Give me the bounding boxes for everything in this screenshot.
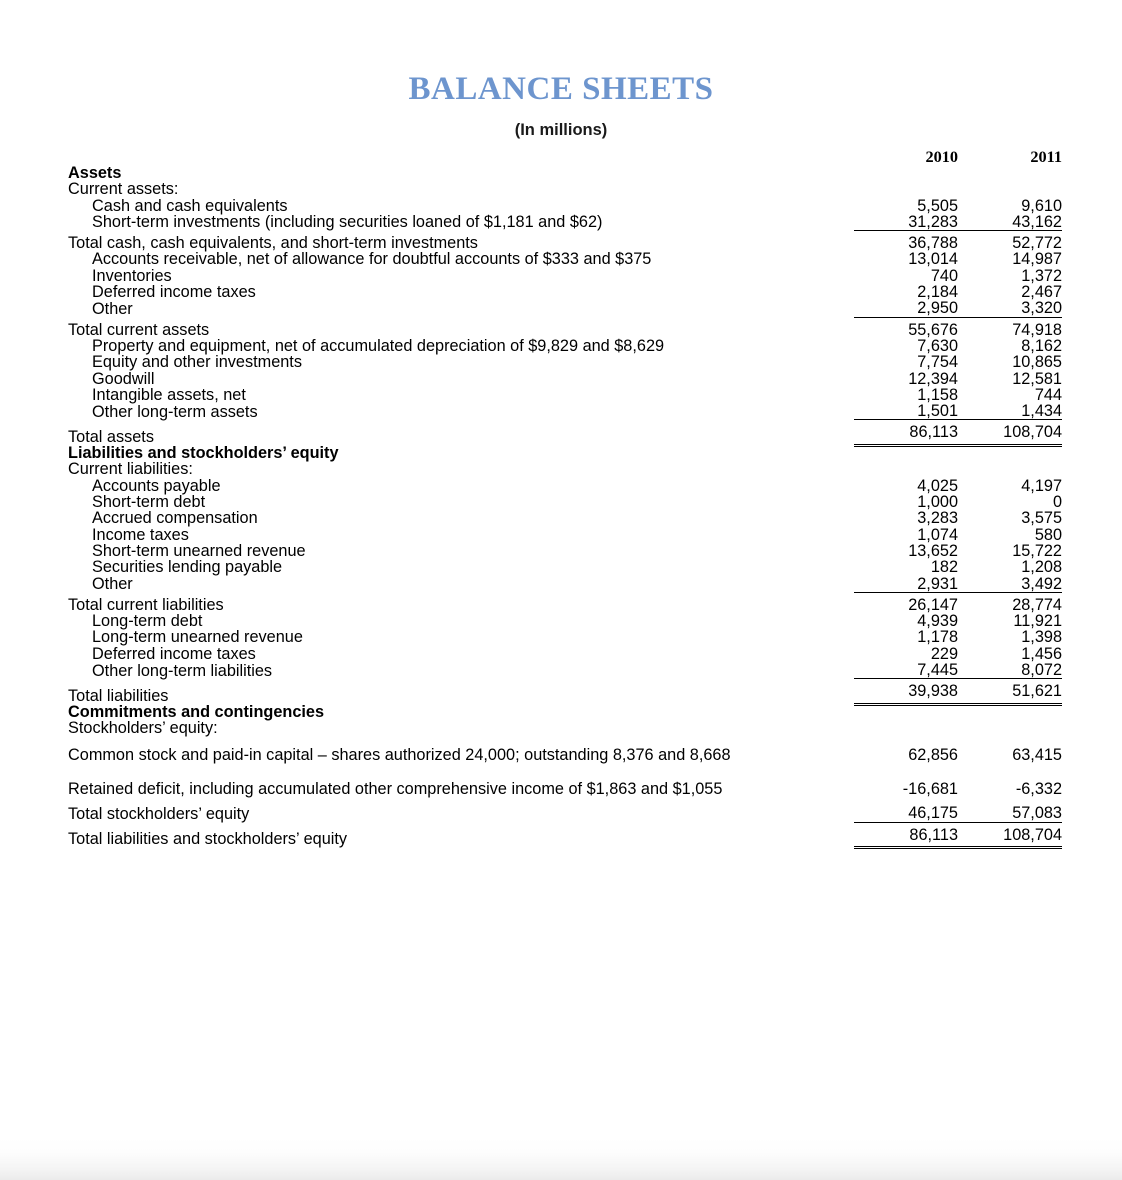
- row-value-2010: 86,113: [854, 822, 958, 847]
- year-header-2010: 2010: [925, 146, 958, 166]
- page-subtitle: (In millions): [514, 120, 608, 139]
- table-row: [62, 704, 1062, 720]
- row-value-2011: 12,581: [1012, 369, 1062, 388]
- table-row: [62, 805, 1062, 822]
- table-row: [62, 543, 1062, 559]
- row-value-2010: 7,445: [917, 661, 958, 680]
- row-value-2011: [958, 165, 1062, 181]
- row-value-2011: 63,415: [1012, 745, 1062, 764]
- table-header-row: [62, 149, 1062, 165]
- row-label: Commitments and contingencies: [68, 703, 325, 722]
- row-value-2011: 1,456: [1021, 644, 1062, 663]
- row-value-2011: 15,722: [1012, 541, 1062, 560]
- row-label: Accrued compensation: [92, 509, 258, 528]
- row-value-2011: 52,772: [958, 231, 1062, 252]
- row-value-2011: 8,072: [1021, 661, 1062, 680]
- table-row: [62, 403, 1062, 420]
- row-value-2010: 7,630: [917, 336, 958, 355]
- row-label: Accounts receivable, net of allowance for doubtful accounts of $333 and $375: [92, 250, 652, 269]
- row-value-2011: 1,398: [1021, 628, 1062, 647]
- row-label: Total cash, cash equivalents, and short-term investments: [68, 234, 478, 253]
- row-value-2010: 2,931: [917, 574, 958, 593]
- row-label: Current liabilities:: [68, 460, 193, 479]
- row-value-2011: 108,704: [958, 420, 1062, 445]
- table-row: [62, 592, 1062, 613]
- row-value-2010: [854, 704, 958, 720]
- row-label: Other long-term assets: [92, 402, 258, 421]
- row-value-2010: 13,652: [908, 541, 958, 560]
- row-value-2010: 1,158: [917, 385, 958, 404]
- table-row: [62, 559, 1062, 575]
- row-value-2010: 31,283: [908, 212, 958, 231]
- row-label: Inventories: [92, 266, 172, 285]
- table-row: [62, 317, 1062, 338]
- row-value-2011: 744: [1034, 385, 1062, 404]
- row-value-2010: [854, 165, 958, 181]
- row-value-2010: 2,184: [917, 283, 958, 302]
- row-value-2011: 4,197: [1021, 476, 1062, 495]
- table-row: [62, 646, 1062, 662]
- row-label: Other: [92, 299, 133, 318]
- page-title: BALANCE SHEETS: [408, 71, 714, 107]
- row-label: Goodwill: [92, 369, 155, 388]
- row-label: Long-term debt: [92, 612, 203, 631]
- row-value-2011: [958, 445, 1062, 461]
- row-label: Short-term unearned revenue: [92, 541, 306, 560]
- row-value-2010: 39,938: [854, 679, 958, 704]
- row-label: Securities lending payable: [92, 558, 283, 577]
- row-value-2010: 5,505: [917, 196, 958, 215]
- table-row: [62, 613, 1062, 629]
- table-row: [62, 354, 1062, 370]
- row-value-2010: 3,283: [917, 509, 958, 528]
- table-row: [62, 720, 1062, 736]
- row-label: Common stock and paid-in capital – shares authorized 24,000; outstanding 8,376 and 8,668: [68, 745, 731, 764]
- row-label: Assets: [68, 163, 122, 182]
- row-label: Cash and cash equivalents: [92, 196, 288, 215]
- table-row: [62, 822, 1062, 847]
- row-label: Short-term investments (including securities loaned of $1,181 and $62): [92, 213, 603, 232]
- row-value-2010: 229: [930, 644, 958, 663]
- row-label: Accounts payable: [92, 476, 221, 495]
- row-value-2010: 26,147: [854, 592, 958, 613]
- row-value-2011: 580: [1034, 525, 1062, 544]
- table-row: [62, 338, 1062, 354]
- row-value-2010: [854, 461, 958, 477]
- table-row: [62, 445, 1062, 461]
- table-row: [62, 198, 1062, 214]
- row-value-2011: [958, 461, 1062, 477]
- row-value-2010: 13,014: [908, 250, 958, 269]
- table-row: [62, 737, 1062, 771]
- row-value-2010: 46,175: [908, 804, 958, 823]
- row-value-2010: [854, 181, 958, 197]
- table-row: [62, 231, 1062, 252]
- row-value-2010: 2,950: [917, 299, 958, 318]
- row-value-2011: 1,372: [1021, 266, 1062, 285]
- row-label: Long-term unearned revenue: [92, 628, 303, 647]
- row-value-2010: 182: [930, 558, 958, 577]
- row-value-2010: 1,178: [917, 628, 958, 647]
- row-value-2010: [854, 720, 958, 736]
- table-row: [62, 420, 1062, 445]
- row-value-2010: 1,000: [917, 493, 958, 512]
- row-value-2011: 43,162: [1012, 212, 1062, 231]
- row-label: Short-term debt: [92, 493, 206, 512]
- row-value-2010: 86,113: [854, 420, 958, 445]
- row-value-2010: 36,788: [854, 231, 958, 252]
- row-value-2011: [958, 181, 1062, 197]
- row-value-2010: 7,754: [917, 353, 958, 372]
- table-row: [62, 771, 1062, 805]
- row-value-2011: 11,921: [1013, 612, 1062, 631]
- row-label: Intangible assets, net: [92, 385, 246, 404]
- table-row: [62, 527, 1062, 543]
- row-value-2010: [854, 445, 958, 461]
- row-value-2010: 55,676: [854, 317, 958, 338]
- row-label: Total assets: [68, 427, 154, 446]
- row-value-2011: 51,621: [958, 679, 1062, 704]
- row-value-2010: 62,856: [908, 745, 958, 764]
- label-column-header: [62, 149, 854, 165]
- balance-sheet-table: [62, 146, 1062, 849]
- row-value-2011: 28,774: [958, 592, 1062, 613]
- row-label: Total liabilities: [68, 686, 169, 705]
- table-row: [62, 371, 1062, 387]
- row-label: Total stockholders’ equity: [68, 804, 250, 823]
- row-value-2011: 2,467: [1021, 283, 1062, 302]
- row-value-2011: 3,492: [1021, 574, 1062, 593]
- row-value-2010: 12,394: [908, 369, 958, 388]
- row-label: Total liabilities and stockholders’ equity: [68, 830, 348, 849]
- row-value-2011: -6,332: [1015, 780, 1062, 799]
- row-value-2010: 4,025: [917, 476, 958, 495]
- table-row: [62, 268, 1062, 284]
- table-row: [62, 461, 1062, 477]
- row-value-2010: 1,501: [917, 402, 958, 421]
- row-value-2011: 108,704: [958, 822, 1062, 847]
- row-label: Deferred income taxes: [92, 644, 256, 663]
- year-header-2011: 2011: [1030, 146, 1062, 166]
- row-value-2011: 14,987: [1012, 250, 1062, 269]
- row-value-2011: 9,610: [1021, 196, 1062, 215]
- table-row: [62, 214, 1062, 231]
- row-label: Other long-term liabilities: [92, 661, 273, 680]
- row-label: Deferred income taxes: [92, 283, 256, 302]
- row-value-2010: -16,681: [902, 780, 958, 799]
- table-row: [62, 181, 1062, 197]
- table-row: [62, 510, 1062, 526]
- row-value-2011: 3,575: [1021, 509, 1062, 528]
- page-bottom-shadow: [0, 1138, 1122, 1180]
- table-row: [62, 576, 1062, 593]
- row-value-2011: 57,083: [1012, 804, 1062, 823]
- table-row: [62, 387, 1062, 403]
- row-value-2010: 1,074: [917, 525, 958, 544]
- table-row: [62, 662, 1062, 679]
- row-value-2011: 3,320: [1021, 299, 1062, 318]
- row-value-2011: [958, 704, 1062, 720]
- table-row: [62, 478, 1062, 494]
- row-value-2011: [958, 720, 1062, 736]
- table-row: [62, 679, 1062, 704]
- row-label: Retained deficit, including accumulated other comprehensive income of $1,863 and $1,055: [68, 780, 723, 799]
- row-value-2011: 10,865: [1012, 353, 1062, 372]
- row-label: Income taxes: [92, 525, 189, 544]
- row-value-2011: 74,918: [958, 317, 1062, 338]
- table-row: [62, 251, 1062, 267]
- table-row: [62, 300, 1062, 317]
- table-row: [62, 629, 1062, 645]
- row-label: Total current liabilities: [68, 595, 224, 614]
- row-label: Liabilities and stockholders’ equity: [68, 444, 339, 463]
- row-value-2011: 1,434: [1021, 402, 1062, 421]
- row-value-2011: 0: [1052, 493, 1062, 512]
- row-value-2010: 740: [930, 266, 958, 285]
- table-row: [62, 284, 1062, 300]
- row-value-2010: 4,939: [917, 612, 958, 631]
- table-row: [62, 494, 1062, 510]
- table-row: [62, 165, 1062, 181]
- row-value-2011: 8,162: [1021, 336, 1062, 355]
- row-label: Total current assets: [68, 320, 210, 339]
- row-label: Equity and other investments: [92, 353, 302, 372]
- row-label: Property and equipment, net of accumulated depreciation of $9,829 and $8,629: [92, 336, 665, 355]
- row-label: Stockholders’ equity:: [68, 719, 218, 738]
- row-label: Other: [92, 575, 133, 594]
- row-value-2011: 1,208: [1021, 558, 1062, 577]
- row-label: Current assets:: [68, 180, 179, 199]
